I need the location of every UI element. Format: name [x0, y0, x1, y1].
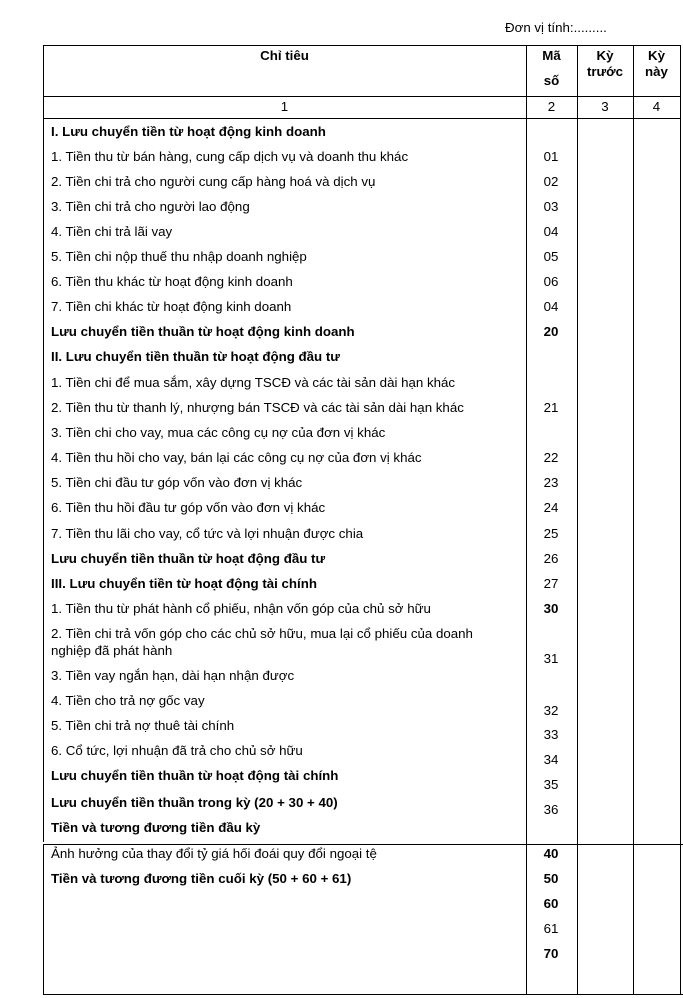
table-row-label: Lưu chuyển tiền thuần trong kỳ (20 + 30 + 40)	[51, 795, 338, 810]
table-row-code: 70	[543, 946, 559, 961]
table-row-code: 27	[543, 576, 559, 591]
table-row-code: 06	[543, 274, 559, 289]
col-divider-curr	[633, 45, 634, 995]
table-row-code: 04	[543, 299, 559, 314]
table-row-code: 23	[543, 475, 559, 490]
table-row-code: 24	[543, 500, 559, 515]
table-row-label: 6. Tiền thu khác từ hoạt động kinh doanh	[51, 274, 293, 289]
col-number-2: 2	[547, 99, 556, 114]
numbering-divider	[43, 118, 681, 119]
table-row-code: 26	[543, 551, 559, 566]
table-row-code: 61	[543, 921, 559, 936]
table-left-border-lower	[43, 844, 44, 995]
table-row-code: 03	[543, 199, 559, 214]
table-row-code: 33	[543, 727, 559, 742]
table-row-label: Lưu chuyển tiền thuần từ hoạt động kinh doanh	[51, 324, 355, 339]
table-row-code: 35	[543, 777, 559, 792]
table-row-code: 01	[543, 149, 559, 164]
table-row-label: 6. Cổ tức, lợi nhuận đã trả cho chủ sở hữu	[51, 743, 303, 758]
section-divider	[43, 844, 683, 845]
col-number-1: 1	[280, 99, 289, 114]
table-row-code: 25	[543, 526, 559, 541]
table-row-label: 2. Tiền chi trả cho người cung cấp hàng hoá và dịch vụ	[51, 174, 376, 189]
table-row-label: 5. Tiền chi nộp thuế thu nhập doanh nghiệp	[51, 249, 307, 264]
header-ky-truoc-2: trước	[586, 64, 624, 79]
table-row-label: Lưu chuyển tiền thuần từ hoạt động đầu tư	[51, 551, 326, 566]
header-ky-truoc-1: Kỳ	[596, 48, 614, 63]
table-row-code: 34	[543, 752, 559, 767]
header-chi-tieu: Chỉ tiêu	[260, 48, 309, 63]
table-left-border	[43, 45, 44, 842]
table-right-border	[680, 45, 681, 995]
table-row-code: 20	[543, 324, 559, 339]
table-row-code: 30	[543, 601, 559, 616]
header-ma-so-2: số	[543, 73, 560, 88]
table-row-label: 7. Tiền chi khác từ hoạt động kinh doanh	[51, 299, 292, 314]
table-row-code: 22	[543, 450, 559, 465]
table-row-label: Tiền và tương đương tiền cuối kỳ (50 + 60 + 61)	[51, 871, 352, 886]
table-row-code: 31	[543, 651, 559, 666]
header-divider	[43, 96, 681, 97]
table-row-label: III. Lưu chuyển tiền từ hoạt động tài chính	[51, 576, 317, 591]
unit-label: Đơn vị tính:.........	[505, 20, 607, 35]
table-row-label: II. Lưu chuyển tiền thuần từ hoạt động đầu tư	[51, 349, 340, 364]
col-number-3: 3	[601, 99, 609, 114]
table-row-label: 3. Tiền chi trả cho người lao động	[51, 199, 250, 214]
table-row-label: 5. Tiền chi đầu tư góp vốn vào đơn vị khác	[51, 475, 303, 490]
table-row-code: 32	[543, 703, 559, 718]
table-top-border	[43, 45, 681, 46]
table-row-code: 36	[543, 802, 559, 817]
table-row-label: 4. Tiền thu hồi cho vay, bán lại các công cụ nợ của đơn vị khác	[51, 450, 422, 465]
table-row-code: 60	[543, 896, 559, 911]
table-row-label: 6. Tiền thu hồi đầu tư góp vốn vào đơn vị khác	[51, 500, 326, 515]
table-row-label-continued: nghiệp đã phát hành	[51, 643, 173, 658]
table-bottom-border	[43, 994, 683, 995]
table-row-label: 3. Tiền chi cho vay, mua các công cụ nợ của đơn vị khác	[51, 425, 386, 440]
table-row-label: 7. Tiền thu lãi cho vay, cổ tức và lợi nhuận được chia	[51, 526, 364, 541]
col-divider-prev	[577, 45, 578, 995]
header-ky-nay-1: Kỳ	[648, 48, 665, 63]
table-row-label: 5. Tiền chi trả nợ thuê tài chính	[51, 718, 235, 733]
header-ky-nay-2: này	[645, 64, 668, 79]
table-row-label: 2. Tiền chi trả vốn góp cho các chủ sở hữu, mua lại cổ phiếu của doanh	[51, 626, 473, 641]
table-row-label: Ảnh hưởng của thay đổi tỷ giá hối đoái quy đổi ngoại tệ	[51, 846, 377, 861]
table-row-code: 05	[543, 249, 559, 264]
header-ma-so-1: Mã	[542, 48, 561, 63]
table-row-label: Tiền và tương đương tiền đầu kỳ	[51, 820, 261, 835]
table-row-code: 04	[543, 224, 559, 239]
table-row-label: 2. Tiền thu từ thanh lý, nhượng bán TSCĐ và các tài sản dài hạn khác	[51, 400, 464, 415]
table-row-label: 1. Tiền chi để mua sắm, xây dựng TSCĐ và các tài sản dài hạn khác	[51, 375, 456, 390]
table-row-label: Lưu chuyển tiền thuần từ hoạt động tài chính	[51, 768, 339, 783]
table-row-code: 40	[543, 846, 559, 861]
table-row-code: 02	[543, 174, 559, 189]
table-row-label: 4. Tiền chi trả lãi vay	[51, 224, 173, 239]
table-row-label: 4. Tiền cho trả nợ gốc vay	[51, 693, 205, 708]
col-number-4: 4	[652, 99, 661, 114]
table-row-label: I. Lưu chuyển tiền từ hoạt động kinh doanh	[51, 124, 326, 139]
table-row-code: 21	[543, 400, 559, 415]
table-row-code: 50	[543, 871, 559, 886]
table-row-label: 1. Tiền thu từ bán hàng, cung cấp dịch vụ và doanh thu khác	[51, 149, 409, 164]
table-row-label: 3. Tiền vay ngắn hạn, dài hạn nhận được	[51, 668, 295, 683]
table-row-label: 1. Tiền thu từ phát hành cổ phiếu, nhận vốn góp của chủ sở hữu	[51, 601, 431, 616]
